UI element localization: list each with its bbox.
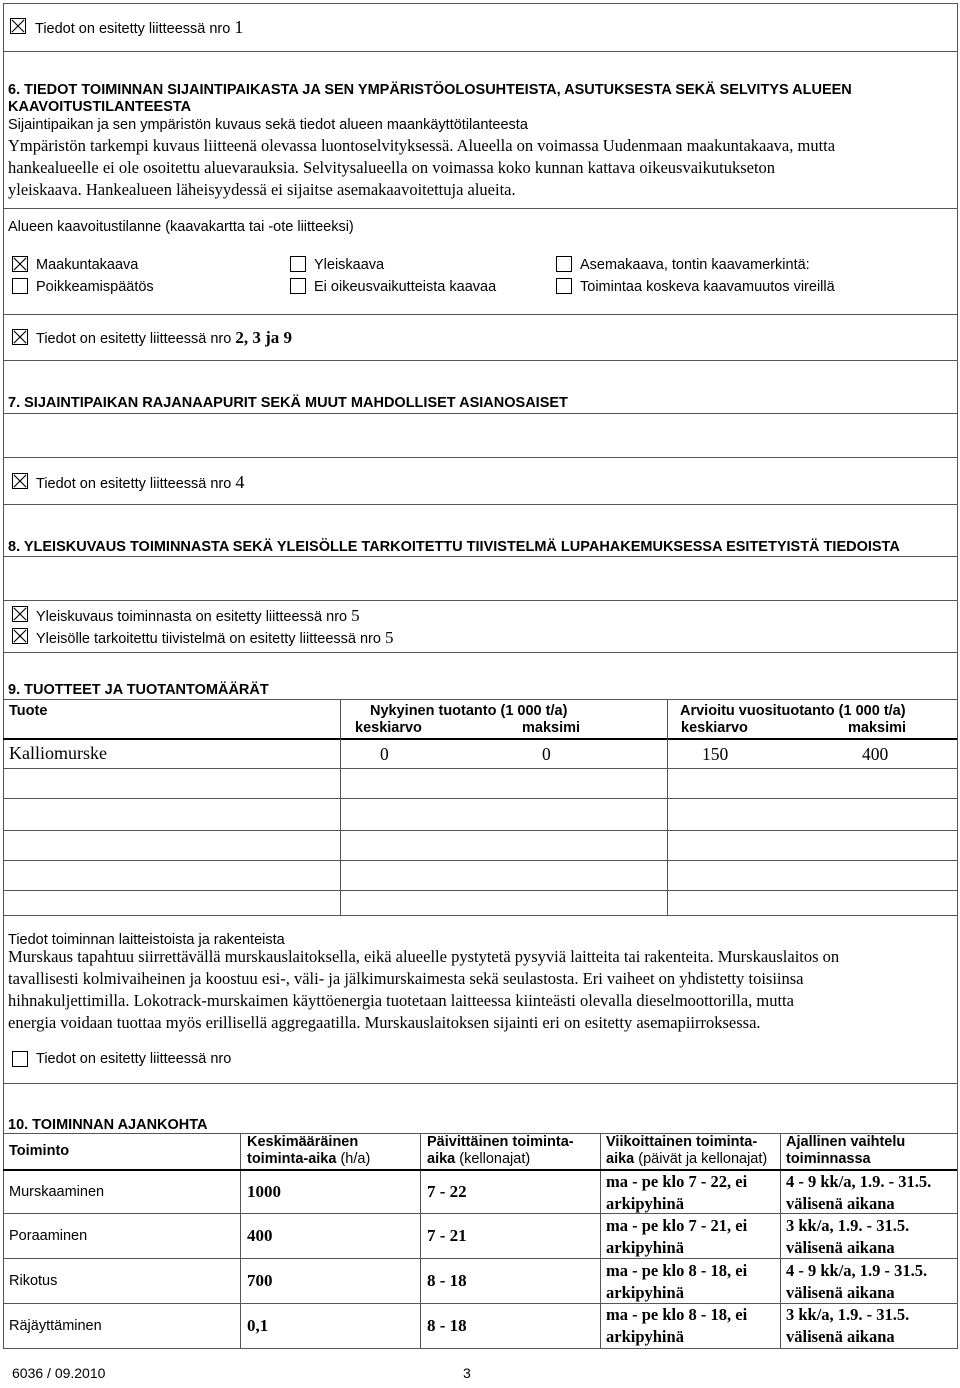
col-header-max: maksimi	[848, 720, 907, 736]
col-header-estimated: Arvioitu vuosituotanto (1 000 t/a)	[680, 703, 906, 719]
summary-label: Yleisölle tarkoitettu tiivistelmä on esitetty liitteessä nro	[36, 631, 381, 647]
weekly-line: arkipyhinä	[606, 1238, 684, 1257]
current-avg: 0	[380, 744, 389, 764]
activity-weekly	[606, 1260, 747, 1304]
para-line: energia voidaan tuottaa myös erillisellä aggregaatilla. Murskauslaitoksen sijainti eri on esitetty asemapiirroksessa.	[8, 1013, 761, 1032]
option-label-poikkeamispaatos: Poikkeamispäätös	[36, 279, 154, 295]
option-label-yleiskaava: Yleiskaava	[314, 257, 385, 273]
weekly-line: arkipyhinä	[606, 1283, 684, 1302]
header-line: Viikoittainen toiminta-	[606, 1134, 758, 1150]
facilities-description	[8, 946, 839, 1034]
divider	[3, 360, 957, 361]
section-10-title: 10. TOIMINNAN AJANKOHTA	[8, 1117, 208, 1133]
frame-top	[3, 3, 957, 4]
activity-daily: 8 - 18	[427, 1316, 467, 1335]
attachment-checkbox[interactable]	[12, 473, 28, 489]
activity-daily: 7 - 22	[427, 1182, 467, 1201]
weekly-line: ma - pe klo 7 - 21, ei	[606, 1216, 748, 1235]
para-line: yleiskaava. Hankealueen läheisyydessä ei sijaitse asemakaavoitettuja alueita.	[8, 180, 516, 199]
activity-name: Rikotus	[9, 1273, 58, 1289]
activity-hours: 700	[247, 1271, 273, 1290]
para-line: tavallisesti kolmivaiheinen ja koostuu esi-, väli- ja jälkimurskaimesta sekä seulastosta. Eri vaiheet on yhdistetty toisiinsa	[8, 969, 804, 988]
product-name: Kalliomurske	[9, 743, 107, 763]
para-line: hankealueelle ei ole osoitettu aluevarauksia. Selvitysalueella on voimassa koko kunnan kattava oikeusvaikutukseton	[8, 158, 776, 177]
header-line: toiminta-aika	[247, 1151, 337, 1167]
attachment-number: 2, 3 ja 9	[235, 328, 293, 347]
header-line: Päivittäinen toiminta-	[427, 1134, 574, 1150]
attachment-line	[35, 17, 243, 38]
attachment-number: 4	[235, 472, 245, 492]
zoning-label: Alueen kaavoitustilanne (kaavakartta tai -ote liitteeksi)	[8, 219, 354, 235]
page-number: 3	[463, 1365, 471, 1381]
option-label-ei-oikeusvaikutteista: Ei oikeusvaikutteista kaavaa	[314, 279, 497, 295]
activity-name: Murskaaminen	[9, 1184, 105, 1200]
col-divider	[600, 1133, 601, 1349]
col-header-max: maksimi	[522, 720, 581, 736]
header-unit: (kellonajat)	[459, 1151, 531, 1167]
header-line: Ajallinen vaihtelu	[786, 1134, 906, 1150]
summary-line	[36, 606, 360, 626]
row-divider	[3, 890, 957, 891]
option-checkbox-kaavamuutos[interactable]	[556, 278, 572, 294]
frame-left	[3, 3, 4, 1349]
col-header-hours	[247, 1134, 370, 1168]
seasonal-line: välisenä aikana	[786, 1238, 895, 1257]
seasonal-line: 4 - 9 kk/a, 1.9 - 31.5.	[786, 1261, 928, 1280]
activity-hours: 400	[247, 1226, 273, 1245]
col-divider	[667, 739, 668, 915]
table-header-rule	[3, 738, 957, 740]
divider	[3, 504, 957, 505]
activity-name: Poraaminen	[9, 1228, 88, 1244]
weekly-line: arkipyhinä	[606, 1327, 684, 1346]
weekly-line: ma - pe klo 8 - 18, ei	[606, 1261, 748, 1280]
row-divider	[3, 798, 957, 799]
header-unit: (päivät ja kellonajat)	[638, 1151, 768, 1167]
section-6-title	[8, 82, 852, 116]
activity-seasonal	[786, 1304, 909, 1348]
activity-daily: 8 - 18	[427, 1271, 467, 1290]
activity-seasonal	[786, 1215, 909, 1259]
row-divider	[3, 860, 957, 861]
summary-checkbox[interactable]	[12, 628, 28, 644]
row-divider	[3, 830, 957, 831]
seasonal-line: 3 kk/a, 1.9. - 31.5.	[786, 1305, 910, 1324]
divider	[3, 600, 957, 601]
para-line: hihnakuljettimilla. Lokotrack-murskaimen käyttöenergia tuotetaan laitteessa kiinteästi olevalla dieselmoottorilla, mutta	[8, 991, 794, 1010]
para-line: Murskaus tapahtuu siirrettävällä murskauslaitoksella, eikä alueelle pystytetä pysyviä laitteita tai rakenteita. Murskauslaitos on	[8, 947, 840, 966]
col-header-daily	[427, 1134, 574, 1168]
summary-label: Yleiskuvaus toiminnasta on esitetty liitteessä nro	[36, 609, 348, 625]
seasonal-line: 3 kk/a, 1.9. - 31.5.	[786, 1216, 910, 1235]
activity-daily: 7 - 21	[427, 1226, 467, 1245]
section-6-subtitle: Sijaintipaikan ja sen ympäristön kuvaus sekä tiedot alueen maankäyttötilanteesta	[8, 117, 528, 133]
summary-checkbox[interactable]	[12, 606, 28, 622]
option-checkbox-maakuntakaava[interactable]	[12, 256, 28, 272]
option-checkbox-asemakaava[interactable]	[556, 256, 572, 272]
col-divider	[340, 739, 341, 915]
row-divider	[3, 915, 957, 916]
divider	[3, 1083, 957, 1084]
option-checkbox-yleiskaava[interactable]	[290, 256, 306, 272]
summary-number: 5	[351, 606, 360, 625]
attachment-line	[36, 472, 244, 493]
header-line: aika	[427, 1151, 456, 1167]
activity-hours: 0,1	[247, 1316, 269, 1335]
attachment-label: Tiedot on esitetty liitteessä nro	[35, 21, 231, 37]
col-divider	[340, 699, 341, 738]
activity-seasonal	[786, 1260, 927, 1304]
divider	[3, 51, 957, 52]
estimated-avg: 150	[702, 744, 729, 764]
section-6-title-line1: 6. TIEDOT TOIMINNAN SIJAINTIPAIKASTA JA SEN YMPÄRISTÖOLOSUHTEISTA, ASUTUKSESTA SEKÄ SELVITYS ALUEEN	[8, 82, 852, 98]
table-bottom	[3, 1348, 957, 1349]
col-header-avg: keskiarvo	[355, 720, 422, 736]
section-6-description	[8, 135, 835, 201]
section-6-title-line2: KAAVOITUSTILANTEESTA	[8, 99, 192, 115]
activity-name: Räjäyttäminen	[9, 1318, 102, 1334]
option-label-maakuntakaava: Maakuntakaava	[36, 257, 139, 273]
col-divider	[780, 1133, 781, 1349]
col-divider	[240, 1133, 241, 1349]
divider	[3, 652, 957, 653]
col-header-current: Nykyinen tuotanto (1 000 t/a)	[370, 703, 568, 719]
divider	[3, 208, 957, 209]
activity-seasonal	[786, 1171, 931, 1215]
col-header-product: Tuote	[9, 703, 48, 719]
activity-weekly	[606, 1304, 747, 1348]
attachment-label: Tiedot on esitetty liitteessä nro	[36, 331, 232, 347]
seasonal-line: 4 - 9 kk/a, 1.9. - 31.5.	[786, 1172, 932, 1191]
weekly-line: ma - pe klo 8 - 18, ei	[606, 1305, 748, 1324]
section-7-title: 7. SIJAINTIPAIKAN RAJANAAPURIT SEKÄ MUUT MAHDOLLISET ASIANOSAISET	[8, 395, 568, 411]
attachment-checkbox[interactable]	[12, 1051, 28, 1067]
header-line: toiminnassa	[786, 1151, 871, 1167]
header-line: aika	[606, 1151, 635, 1167]
header-line: Keskimääräinen	[247, 1134, 359, 1150]
col-header-avg: keskiarvo	[681, 720, 748, 736]
divider	[3, 556, 957, 557]
attachment-label: Tiedot on esitetty liitteessä nro	[36, 1051, 232, 1067]
attachment-label: Tiedot on esitetty liitteessä nro	[36, 476, 232, 492]
weekly-line: arkipyhinä	[606, 1194, 684, 1213]
facilities-label: Tiedot toiminnan laitteistoista ja rakenteista	[8, 932, 285, 948]
attachment-number: 1	[234, 17, 244, 37]
col-header-activity: Toiminto	[9, 1143, 70, 1159]
attachment-checkbox[interactable]	[10, 18, 26, 34]
col-header-seasonal	[786, 1134, 905, 1168]
col-divider	[667, 699, 668, 738]
para-line: Ympäristön tarkempi kuvaus liitteenä olevassa luontoselvityksessä. Alueella on voimassa Uudenmaan maakuntakaava, mutta	[8, 136, 836, 155]
estimated-max: 400	[862, 744, 889, 764]
attachment-line	[36, 328, 292, 348]
frame-right	[957, 3, 958, 1349]
current-max: 0	[542, 744, 551, 764]
attachment-checkbox[interactable]	[12, 329, 28, 345]
activity-hours: 1000	[247, 1182, 281, 1201]
divider	[3, 413, 957, 414]
divider	[3, 457, 957, 458]
seasonal-line: välisenä aikana	[786, 1283, 895, 1302]
summary-number: 5	[384, 628, 394, 647]
table-top	[3, 699, 957, 700]
section-9-title: 9. TUOTTEET JA TUOTANTOMÄÄRÄT	[8, 682, 269, 698]
divider	[3, 314, 957, 315]
header-unit: (h/a)	[340, 1151, 371, 1167]
summary-line	[36, 628, 393, 648]
col-header-weekly	[606, 1134, 767, 1168]
activity-weekly	[606, 1215, 747, 1259]
form-code: 6036 / 09.2010	[12, 1365, 106, 1381]
option-label-asemakaava: Asemakaava, tontin kaavamerkintä:	[580, 257, 810, 273]
option-label-kaavamuutos: Toimintaa koskeva kaavamuutos vireillä	[580, 279, 835, 295]
option-checkbox-ei-oikeusvaikutteista[interactable]	[290, 278, 306, 294]
col-divider	[420, 1133, 421, 1349]
activity-weekly	[606, 1171, 747, 1215]
seasonal-line: välisenä aikana	[786, 1327, 895, 1346]
section-8-title: 8. YLEISKUVAUS TOIMINNASTA SEKÄ YLEISÖLLE TARKOITETTU TIIVISTELMÄ LUPAHAKEMUKSESSA ESITETYISTÄ TIEDOISTA	[8, 539, 900, 555]
seasonal-line: välisenä aikana	[786, 1194, 895, 1213]
row-divider	[3, 768, 957, 769]
weekly-line: ma - pe klo 7 - 22, ei	[606, 1172, 748, 1191]
option-checkbox-poikkeamispaatos[interactable]	[12, 278, 28, 294]
